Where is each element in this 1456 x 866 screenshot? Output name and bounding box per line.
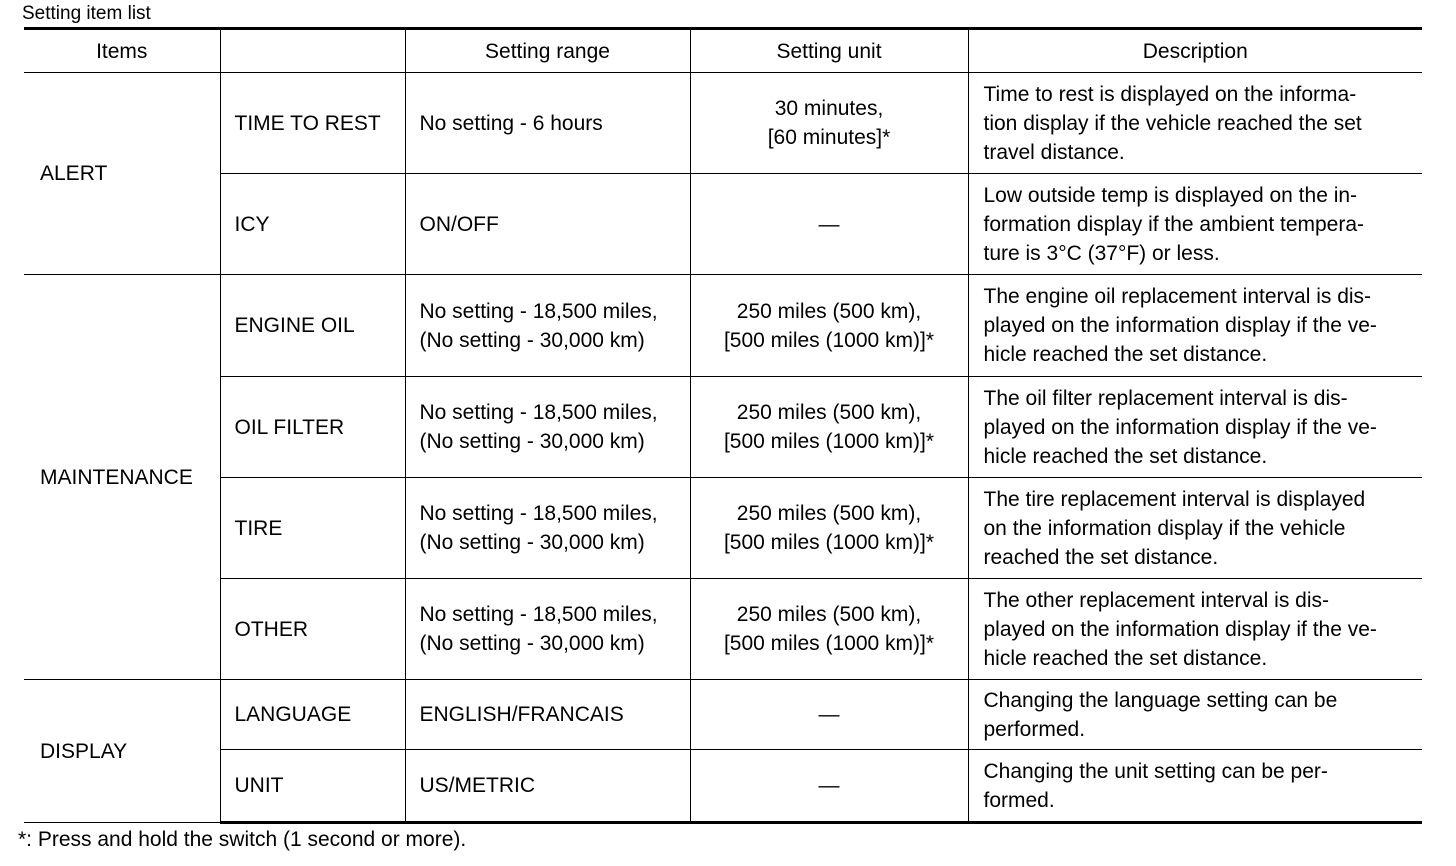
setting-range-cell	[405, 750, 690, 823]
setting-range-line: ENGLISH/FRANCAIS	[419, 703, 624, 726]
item-name: LANGUAGE	[220, 680, 405, 750]
setting-range-cell	[405, 377, 690, 478]
setting-range-cell	[405, 680, 690, 750]
setting-range-line: No setting - 18,500 miles,	[419, 502, 658, 525]
description-line: played on the information display if the ve-	[983, 415, 1377, 439]
setting-range-cell	[405, 478, 690, 579]
description-line: formed.	[983, 788, 1055, 812]
description-line: Time to rest is displayed on the informa-	[983, 82, 1357, 106]
setting-unit-cell	[690, 174, 968, 275]
item-name: ENGINE OIL	[220, 275, 405, 377]
description-line: hicle reached the set distance.	[983, 646, 1268, 670]
setting-unit-cell	[690, 73, 968, 174]
description-line: tion display if the vehicle reached the set	[983, 111, 1362, 135]
footnote: *: Press and hold the switch (1 second or more).	[18, 828, 467, 851]
description-cell	[968, 73, 1422, 174]
setting-unit-line: [500 miles (1000 km)]*	[723, 632, 935, 655]
setting-unit-line: 30 minutes,	[774, 97, 884, 120]
description-cell	[968, 478, 1422, 579]
header-setting-unit: Setting unit	[690, 29, 968, 73]
description-line: The oil filter replacement interval is dis-	[983, 386, 1348, 410]
header-description: Description	[968, 29, 1422, 73]
setting-range-cell	[405, 579, 690, 680]
setting-range-line: No setting - 18,500 miles,	[419, 299, 658, 323]
setting-range-line: (No setting - 30,000 km)	[419, 328, 645, 352]
table-row	[24, 73, 1422, 174]
table-row	[24, 680, 1422, 750]
table-row	[24, 275, 1422, 377]
setting-unit-cell	[690, 478, 968, 579]
description-line: Changing the unit setting can be per-	[983, 759, 1328, 783]
description-line: played on the information display if the ve-	[983, 617, 1377, 641]
setting-item-table	[24, 27, 1422, 824]
description-line: travel distance.	[983, 140, 1125, 164]
description-cell	[968, 750, 1422, 823]
table-row	[24, 579, 1422, 680]
group-label-alert: ALERT	[24, 73, 220, 275]
description-line: formation display if the ambient tempera-	[983, 212, 1365, 236]
item-name: OIL FILTER	[220, 377, 405, 478]
setting-range-line: (No setting - 30,000 km)	[419, 632, 645, 655]
setting-range-line: ON/OFF	[419, 212, 499, 236]
description-line: performed.	[983, 717, 1086, 741]
setting-range-cell	[405, 73, 690, 174]
table-row	[24, 750, 1422, 823]
description-cell	[968, 680, 1422, 750]
setting-unit-line: 250 miles (500 km),	[736, 401, 922, 424]
header-item-name	[220, 29, 405, 73]
setting-unit-line: [500 miles (1000 km)]*	[723, 531, 935, 554]
group-label-maintenance: MAINTENANCE	[24, 275, 220, 680]
setting-range-line: No setting - 18,500 miles,	[419, 401, 658, 424]
setting-range-line: No setting - 18,500 miles,	[419, 603, 658, 626]
description-line: Changing the language setting can be	[983, 688, 1338, 712]
description-line: played on the information display if the ve-	[983, 314, 1377, 337]
setting-unit-cell	[690, 275, 968, 377]
table-caption: Setting item list	[22, 3, 151, 24]
setting-unit-cell	[690, 680, 968, 750]
table-row	[24, 174, 1422, 275]
setting-unit-line: [500 miles (1000 km)]*	[723, 430, 935, 453]
item-name: TIME TO REST	[220, 73, 405, 174]
setting-range-line: (No setting - 30,000 km)	[419, 430, 645, 453]
header-items: Items	[24, 29, 220, 73]
setting-range-line: US/METRIC	[419, 774, 535, 797]
description-line: hicle reached the set distance.	[983, 343, 1268, 366]
setting-unit-line: [500 miles (1000 km)]*	[723, 328, 935, 352]
item-name: TIRE	[220, 478, 405, 579]
description-cell	[968, 275, 1422, 377]
table-row	[24, 377, 1422, 478]
setting-unit-cell	[690, 377, 968, 478]
setting-unit-line: —	[818, 212, 840, 236]
description-line: reached the set distance.	[983, 545, 1219, 569]
description-line: The other replacement interval is dis-	[983, 588, 1329, 612]
item-name: OTHER	[220, 579, 405, 680]
description-cell	[968, 377, 1422, 478]
header-setting-range: Setting range	[405, 29, 690, 73]
setting-range-line: (No setting - 30,000 km)	[419, 531, 645, 554]
setting-unit-line: —	[818, 703, 840, 726]
setting-unit-cell	[690, 750, 968, 823]
description-line: ture is 3°C (37°F) or less.	[983, 241, 1220, 265]
description-line: on the information display if the vehicle	[983, 516, 1346, 540]
item-name: ICY	[220, 174, 405, 275]
description-cell	[968, 579, 1422, 680]
item-name: UNIT	[220, 750, 405, 823]
description-line: hicle reached the set distance.	[983, 444, 1268, 468]
setting-unit-line: —	[818, 774, 840, 797]
description-line: The tire replacement interval is displayed	[983, 487, 1366, 511]
setting-unit-cell	[690, 579, 968, 680]
setting-unit-line: 250 miles (500 km),	[736, 502, 922, 525]
description-line: Low outside temp is displayed on the in-	[983, 183, 1358, 207]
setting-range-cell	[405, 275, 690, 377]
setting-unit-line: [60 minutes]*	[767, 126, 891, 149]
setting-range-cell	[405, 174, 690, 275]
group-label-display: DISPLAY	[24, 680, 220, 823]
setting-unit-line: 250 miles (500 km),	[736, 299, 922, 323]
setting-unit-line: 250 miles (500 km),	[736, 603, 922, 626]
table-row	[24, 478, 1422, 579]
setting-range-line: No setting - 6 hours	[419, 111, 603, 135]
description-cell	[968, 174, 1422, 275]
header-row	[24, 29, 1422, 73]
description-line: The engine oil replacement interval is dis-	[983, 285, 1372, 308]
